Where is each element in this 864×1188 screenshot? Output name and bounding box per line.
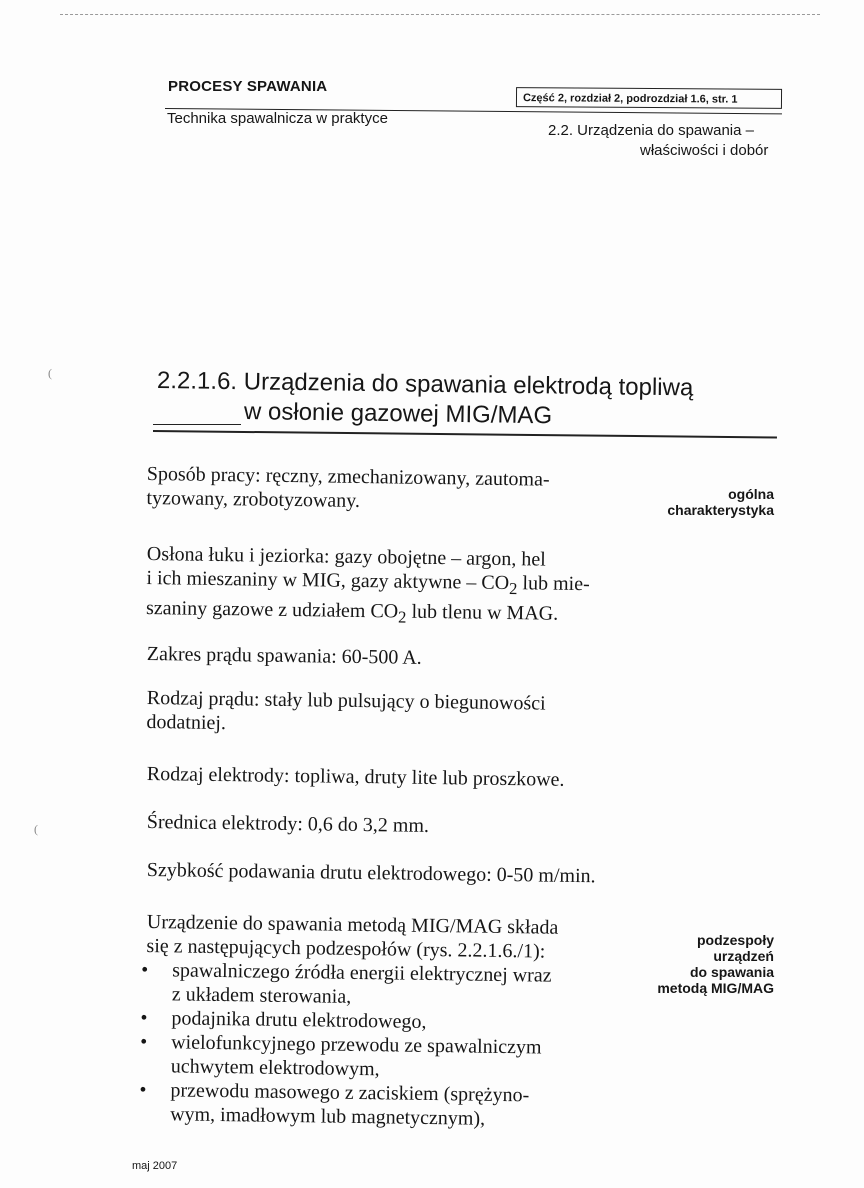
- chapter-heading-line2: w osłonie gazowej MIG/MAG: [243, 398, 553, 430]
- components-list: [139, 958, 606, 1132]
- paragraph-work-mode: Sposób pracy: ręczny, zmechanizowany, zautoma- tyzowany, zrobotyzowany.: [146, 462, 550, 512]
- list-item: • wielofunkcyjnego przewodu ze spawalniczym uchwytem elektrodowym,: [140, 1030, 542, 1081]
- list-item: • podajnika drutu elektrodowego,: [140, 1006, 427, 1033]
- document-subtitle: Technika spawalnicza w praktyce: [167, 110, 388, 127]
- heading-underline-short: [153, 424, 241, 425]
- punch-hole-mark: (: [34, 822, 38, 836]
- footer-date: maj 2007: [132, 1160, 178, 1172]
- paragraph-electrode-diameter: Średnica elektrody: 0,6 do 3,2 mm.: [146, 810, 430, 837]
- margin-note-general: ogólna charakterystyka: [667, 486, 774, 518]
- punch-hole-mark: (: [48, 366, 52, 380]
- heading-divider: [153, 430, 777, 439]
- chapter-heading-line1: 2.2.1.6. Urządzenia do spawania elektrodą topliwą: [156, 367, 694, 402]
- scan-edge-line: [60, 14, 820, 15]
- list-item: • spawalniczego źródła energii elektrycznej wraz z układem sterowania,: [141, 958, 552, 1008]
- paragraph-components: Urządzenie do spawania metodą MIG/MAG składa się z następujących podzespołów (rys. 2.2.1.6./1): • spawalniczego źródła energii elektrycznej wraz z układem sterowania, • podajnika drutu elektrodowego, • wielofunkcyjnego przewodu ze spawalniczym uchwytem elektrodowym, • przewodu masowego z zaciskiem (sprężyno- wym, imadłowym lub magnetycznym),: [144, 910, 607, 1132]
- margin-note-components: podzespoły urządzeń do spawania metodą MIG/MAG: [657, 932, 774, 996]
- paragraph-current-type: Rodzaj prądu: stały lub pulsujący o biegunowości dodatniej.: [146, 686, 546, 735]
- paragraph-wire-feed-speed: Szybkość podawania drutu elektrodowego: 0-50 m/min.: [146, 858, 596, 888]
- paragraph-electrode-type: Rodzaj elektrody: topliwa, druty lite lub proszkowe.: [146, 762, 565, 791]
- section-title-line1: 2.2. Urządzenia do spawania –: [548, 122, 754, 139]
- paragraph-current-range: Zakres prądu spawania: 60-500 A.: [146, 642, 422, 669]
- paragraph-shielding: Osłona łuku i jeziorka: gazy obojętne – argon, hel i ich mieszaniny w MIG, gazy aktywne – $CO_2$ lub mie- szaniny gazowe z udziałem $CO_2$ lub tlenu w MAG.: [145, 542, 590, 627]
- list-item: • przewodu masowego z zaciskiem (sprężyno- wym, imadłowym lub magnetycznym),: [139, 1078, 530, 1130]
- document-title: PROCESY SPAWANIA: [168, 78, 328, 95]
- section-title-line2: właściwości i dobór: [640, 142, 769, 159]
- page-reference-box: Część 2, rozdział 2, podrozdział 1.6, str. 1: [516, 87, 782, 109]
